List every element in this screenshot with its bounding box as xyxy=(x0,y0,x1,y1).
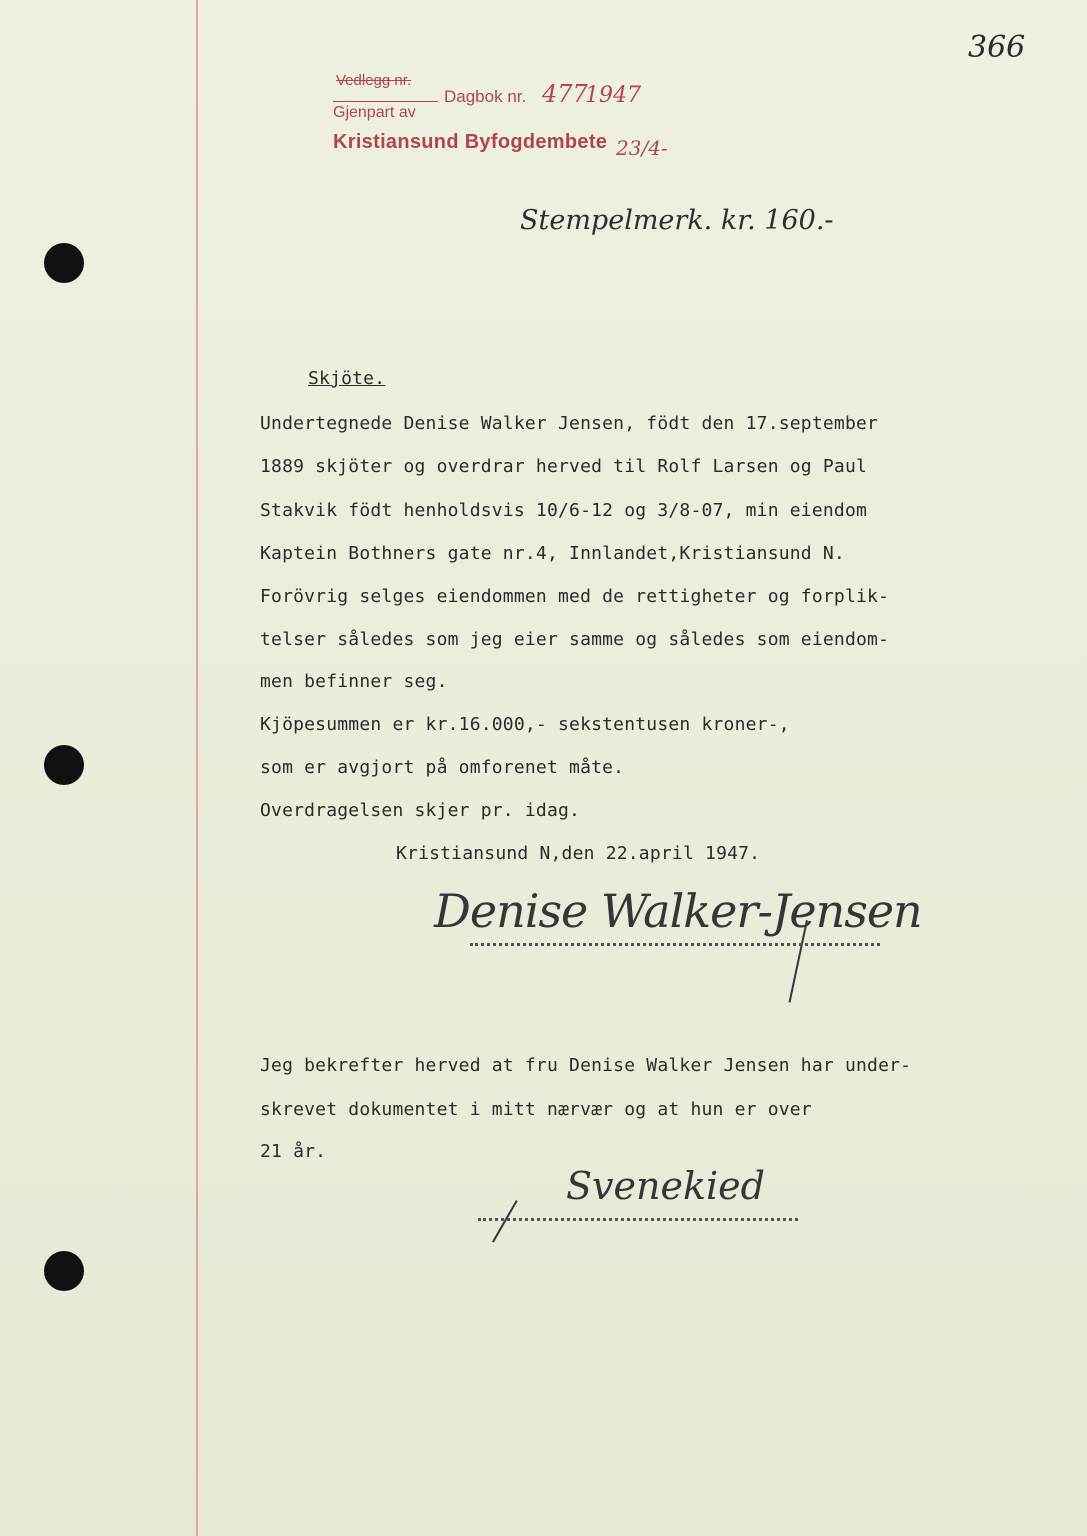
stamp-dagbok-label: Dagbok nr. xyxy=(444,87,527,106)
stamp-office: Kristiansund Byfogdembete xyxy=(333,131,608,153)
stamp-date: 23/4- xyxy=(616,136,668,160)
stamp-divider xyxy=(333,101,438,102)
seller-signature: Denise Walker-Jensen xyxy=(434,884,922,938)
stamp-gjenpart: Gjenpart av xyxy=(333,104,416,121)
witness-line: Jeg bekrefter herved at fru Denise Walker Jensen har under- xyxy=(260,1055,912,1076)
deed-line: Overdragelsen skjer pr. idag. xyxy=(260,800,581,821)
deed-line: Stakvik födt henholdsvis 10/6-12 og 3/8-07, min eiendom xyxy=(260,500,868,521)
punch-hole xyxy=(44,745,84,785)
deed-line: Kaptein Bothners gate nr.4, Innlandet,Kristiansund N. xyxy=(260,543,845,564)
page-number: 366 xyxy=(968,30,1026,65)
deed-line: telser således som jeg eier samme og således som eiendom- xyxy=(260,629,890,650)
witness-line: skrevet dokumentet i mitt nærvær og at hun er over xyxy=(260,1099,812,1120)
deed-line: Undertegnede Denise Walker Jensen, födt den 17.september xyxy=(260,413,879,434)
deed-title: Skjöte. xyxy=(308,368,386,389)
deed-line: som er avgjort på omforenet måte. xyxy=(260,757,625,778)
witness-dotted-line xyxy=(478,1218,798,1221)
place-date: Kristiansund N,den 22.april 1947. xyxy=(396,843,761,864)
signature-stroke xyxy=(492,1200,518,1243)
stamp-fee-note: Stempelmerk. kr. 160.- xyxy=(520,205,834,236)
deed-line: 1889 skjöter og overdrar herved til Rolf Larsen og Paul xyxy=(260,456,868,477)
signature-dotted-line xyxy=(470,943,880,946)
punch-hole xyxy=(44,1251,84,1291)
witness-line: 21 år. xyxy=(260,1141,327,1162)
punch-hole xyxy=(44,243,84,283)
stamp-year: 1947 xyxy=(585,83,641,108)
deed-line: men befinner seg. xyxy=(260,671,448,692)
stamp-dagbok-number: 477 xyxy=(542,80,588,108)
deed-line: Kjöpesummen er kr.16.000,- sekstentusen kroner-, xyxy=(260,714,790,735)
stamp-struck-text: Vedlegg nr. xyxy=(336,72,412,89)
margin-line xyxy=(196,0,198,1536)
witness-signature: Svenekied xyxy=(566,1164,765,1208)
deed-line: Forövrig selges eiendommen med de rettigheter og forplik- xyxy=(260,586,890,607)
